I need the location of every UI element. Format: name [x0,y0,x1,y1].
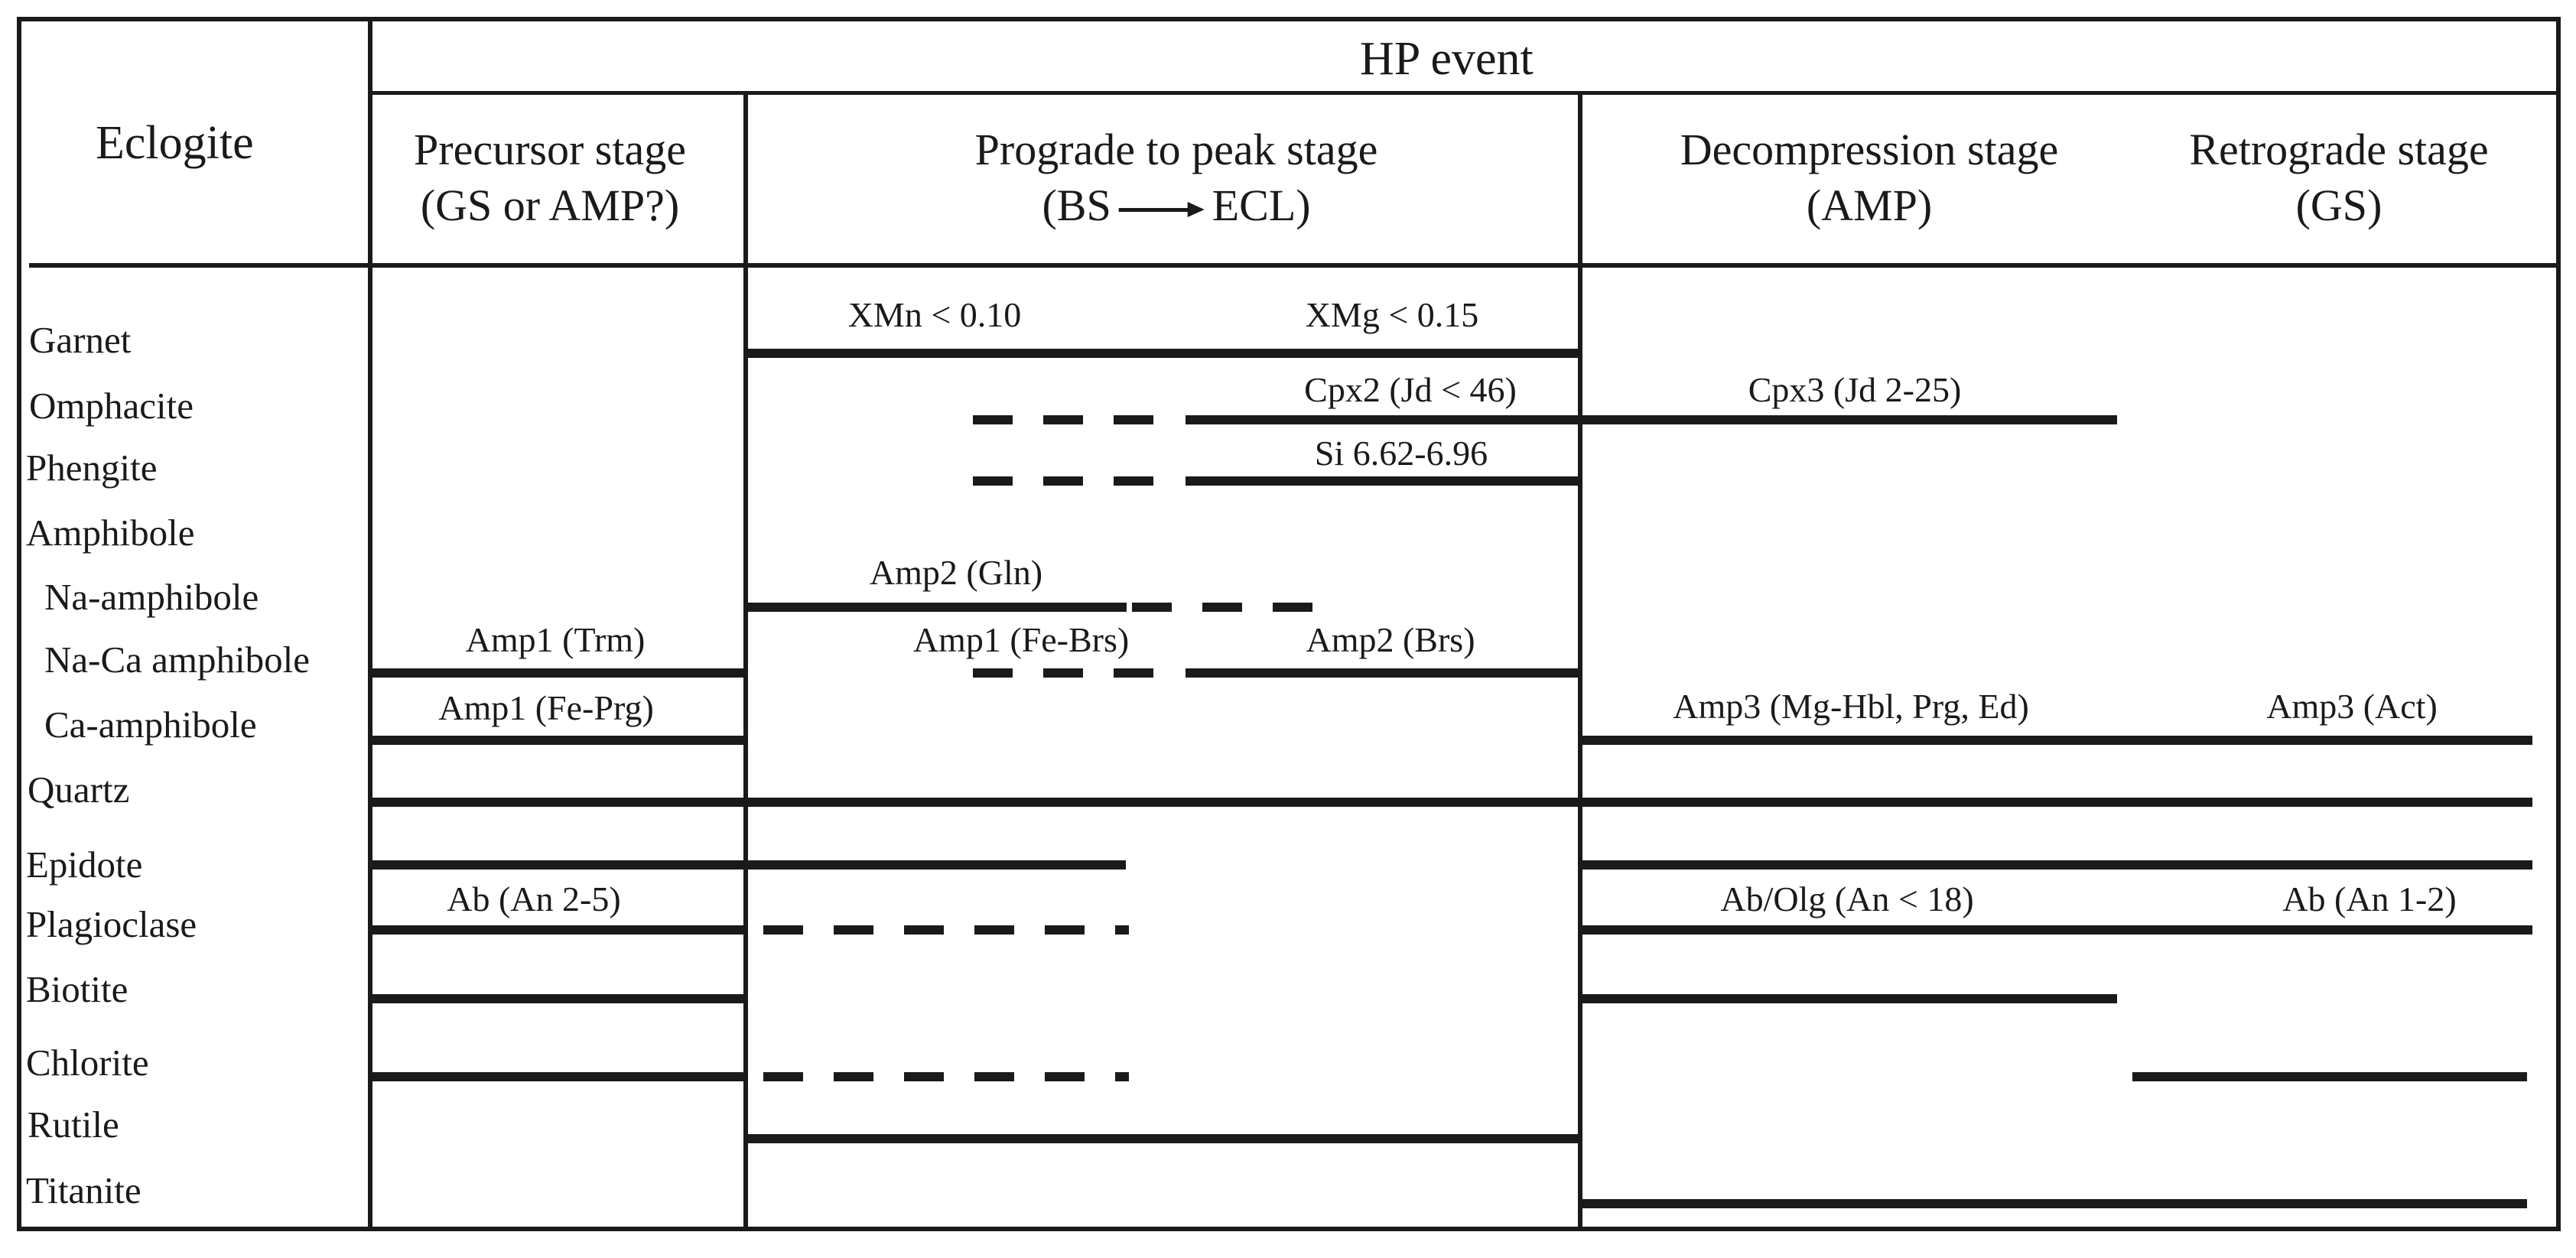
mineral-label-na-amphibole: Na-amphibole [44,576,259,618]
na-amphibole-amp2-label: Amp2 (Gln) [869,553,1043,592]
frame-top [17,17,2561,21]
ca-amphibole-amp3-mghbl-label: Amp3 (Mg-Hbl, Prg, Ed) [1673,687,2029,726]
na-ca-amphibole-prograde-bar [1186,668,1580,678]
frame-right [2556,17,2561,1231]
na-amphibole-bar [748,603,1127,612]
plagioclase-ab-precursor-label: Ab (An 2-5) [447,879,621,918]
garnet-xmg-label: XMg < 0.15 [1305,295,1479,334]
chlorite-precursor-bar [372,1072,744,1081]
retrograde-stage-name: Retrograde stage [2189,125,2489,174]
hp-event-header: HP event [1360,33,1534,85]
plagioclase-dashed-bar [763,925,1129,935]
plagioclase-decompression-bar [1582,925,2532,935]
retrograde-stage-header [2189,122,2488,233]
garnet-xmn-label: XMn < 0.10 [847,295,1022,334]
biotite-decompression-bar [1582,994,2117,1003]
eclogite-header: Eclogite [96,117,254,169]
plagioclase-ab-retrograde-label: Ab (An 1-2) [2282,879,2457,918]
omphacite-bar [1186,415,2117,424]
phengite-dashed-bar [973,476,1156,486]
ca-amphibole-precursor-bar [372,736,744,745]
mineral-label-na-ca-amphibole: Na-Ca amphibole [44,639,310,681]
frame-bottom [17,1227,2561,1231]
ca-amphibole-amp3-act-label: Amp3 (Act) [2266,687,2438,726]
na-ca-amphibole-precursor-bar [372,668,744,678]
na-ca-amphibole-amp1-febrs-label: Amp1 (Fe-Brs) [912,620,1130,659]
chlorite-retrograde-bar [2132,1072,2527,1081]
garnet-bar [748,349,1580,358]
decompression-stage-name: Decompression stage [1680,125,2059,174]
mineral-label-ca-amphibole: Ca-amphibole [44,704,257,746]
na-ca-amphibole-amp1-trm-label: Amp1 (Trm) [465,620,646,659]
omphacite-dashed-bar [973,415,1156,424]
mineral-label-garnet: Garnet [29,319,132,361]
rutile-bar [748,1134,1580,1143]
frame-left [17,17,21,1231]
mineral-label-quartz: Quartz [28,769,130,811]
na-amphibole-dashed-bar [1132,603,1316,612]
precursor-stage-name: Precursor stage [414,125,686,174]
header-bottom-rule [29,263,2561,268]
col-sep-2 [743,93,748,1231]
prograde-facies-end: ECL) [1212,180,1311,230]
mineral-label-biotite: Biotite [26,968,128,1010]
precursor-stage-facies: (GS or AMP?) [420,180,680,230]
prograde-stage-header [975,122,1378,233]
retrograde-stage-facies: (GS) [2295,180,2382,230]
mineral-label-omphacite: Omphacite [29,385,194,427]
plagioclase-precursor-bar [372,925,744,935]
mineral-label-epidote: Epidote [26,844,143,886]
epidote-bar [372,860,1126,870]
na-ca-amphibole-amp2-brs-label: Amp2 (Brs) [1306,620,1475,659]
ca-amphibole-amp1-feprg-label: Amp1 (Fe-Prg) [438,688,654,727]
titanite-bar [1582,1199,2527,1208]
right-arrow-icon [1119,202,1205,217]
plagioclase-abolg-label: Ab/Olg (An < 18) [1720,879,1974,918]
omphacite-cpx2-label: Cpx2 (Jd < 46) [1304,370,1517,409]
prograde-facies-start: (BS [1042,180,1111,230]
phengite-si-label: Si 6.62-6.96 [1314,434,1488,473]
col-sep-1 [368,17,372,1231]
precursor-stage-header [414,122,686,233]
ca-amphibole-decompression-bar [1582,736,2532,745]
decompression-stage-facies: (AMP) [1806,180,1933,230]
prograde-stage-name: Prograde to peak stage [974,125,1378,174]
mineral-label-phengite: Phengite [26,447,158,489]
chlorite-dashed-bar [763,1072,1129,1081]
na-ca-amphibole-dashed-bar [973,668,1156,678]
hp-event-underline [369,91,2561,95]
prograde-stage-facies [975,178,1378,234]
mineral-label-chlorite: Chlorite [26,1042,149,1084]
biotite-precursor-bar [372,994,744,1003]
mineral-label-titanite: Titanite [26,1169,141,1211]
mineral-label-rutile: Rutile [28,1104,119,1146]
quartz-bar [372,798,2532,807]
phengite-bar [1186,476,1580,486]
omphacite-cpx3-label: Cpx3 (Jd 2-25) [1748,370,1962,409]
mineral-label-amphibole: Amphibole [26,512,195,554]
epidote-decompression-bar [1582,860,2532,870]
mineral-label-plagioclase: Plagioclase [26,903,197,945]
col-sep-3 [1578,93,1582,1231]
decompression-stage-header [1680,122,2058,233]
